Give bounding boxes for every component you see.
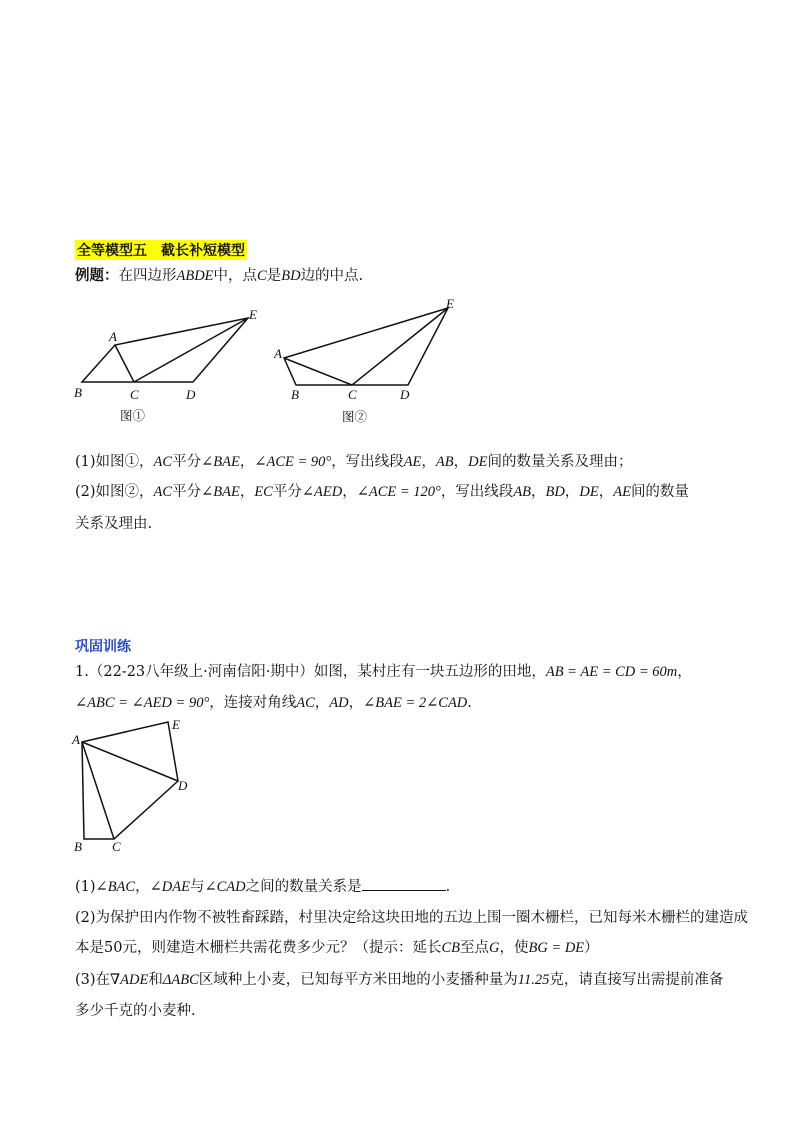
subquestion-2-line-2 — [75, 938, 599, 958]
math-expr: ∠BAE — [201, 484, 240, 500]
q-text: ， — [453, 454, 469, 470]
pentagon-label-e: E — [172, 717, 180, 732]
math-expr: AB = AE = CD = 60m — [545, 664, 678, 680]
fig2-label-b: B — [291, 387, 299, 402]
subquestion-2-line-1: (2)为保护田内作物不被牲畜踩踏，村里决定给这块田地的五边上围一圈木栅栏，已知每米木栅栏的建造成 — [75, 910, 749, 926]
math-expr: DE — [468, 454, 488, 470]
p-text: (3)在 — [75, 972, 111, 988]
math-expr: ∠BAE — [201, 454, 240, 470]
fig2-label-c: C — [348, 387, 357, 402]
math-expr: AD — [329, 695, 349, 711]
q-text: 间的数量关系及理由； — [487, 454, 633, 470]
question-2 — [75, 482, 689, 502]
pentagon-label-b: B — [74, 839, 82, 854]
p-text: . — [467, 695, 472, 711]
example-statement — [75, 266, 363, 286]
math-expr: AC — [296, 695, 315, 711]
p-text: ， — [348, 695, 364, 711]
segment-name: BD — [281, 268, 301, 284]
q-text: 间的数量 — [630, 484, 689, 500]
q-text: ， — [342, 484, 357, 500]
math-expr: BD — [545, 484, 565, 500]
q-text: ， — [239, 484, 255, 500]
q-text: 平分 — [272, 484, 302, 500]
figure-1 — [70, 305, 270, 435]
pentagon-label-a: A — [72, 732, 80, 747]
p-text: 克，请直接写出需提前准备 — [549, 972, 724, 988]
q-text: (2)如图②， — [75, 484, 154, 500]
problem-1-line-1 — [75, 662, 692, 682]
q-text: (1)如图①， — [75, 454, 154, 470]
p-text: ， — [314, 695, 330, 711]
math-expr: AE — [403, 454, 422, 470]
fig1-outline — [82, 318, 248, 382]
q-text: 平分 — [172, 484, 202, 500]
math-expr: ΔABC — [162, 972, 199, 988]
fig2-label-e: E — [446, 296, 454, 311]
math-expr: ∠BAC — [95, 879, 136, 895]
math-expr: 11.25 — [517, 972, 550, 988]
math-expr: AC — [153, 484, 173, 500]
point-name: C — [257, 268, 267, 284]
fig2-label-d: D — [400, 387, 410, 402]
math-expr: ∠CAD — [204, 879, 246, 895]
problem-1-line-2 — [75, 693, 472, 713]
pentagon-label-c: C — [112, 839, 121, 854]
math-expr: G — [488, 940, 500, 956]
fig1-label-e: E — [249, 307, 257, 322]
p-text: 之间的数量关系是 — [245, 879, 362, 895]
math-expr: EC — [254, 484, 273, 500]
example-text: 是 — [266, 268, 282, 284]
figure-2 — [272, 296, 472, 430]
q-text: 平分 — [172, 454, 202, 470]
fig2-ce — [352, 308, 448, 385]
p-text: ， — [677, 664, 692, 680]
q-text: ， — [239, 454, 255, 470]
fig1-label-a: A — [109, 329, 117, 344]
fig1-ac — [115, 345, 134, 382]
fig1-label-b: B — [74, 385, 82, 400]
p-text: 区域种上小麦，已知每平方米田地的小麦播种量为 — [198, 972, 518, 988]
p-text: 本是50元，则建造木栅栏共需花费多少元？（提示：延长 — [75, 940, 442, 956]
subquestion-1 — [75, 876, 450, 897]
q-text: ， — [421, 454, 436, 470]
example-label: 例题： — [75, 268, 119, 284]
problem-number: 1. — [75, 664, 89, 680]
math-expr: ∠BAE = 2∠CAD — [363, 695, 468, 711]
fig1-label-c: C — [130, 387, 139, 402]
example-text: 在四边形 — [118, 268, 177, 284]
pentagon-outline — [82, 722, 178, 839]
question-1 — [75, 452, 632, 472]
fig1-label-d: D — [186, 387, 196, 402]
q-text: ， — [531, 484, 546, 500]
math-expr: ∠DAE — [149, 879, 190, 895]
math-expr: AE — [613, 484, 631, 500]
section-title: 全等模型五 截长补短模型 — [75, 240, 247, 260]
fig1-ce — [134, 318, 248, 382]
practice-title: 巩固训练 — [75, 639, 131, 655]
quad-name: ABDE — [176, 268, 214, 284]
math-expr: ∠AED — [301, 484, 343, 500]
fig2-label-a: A — [274, 346, 282, 361]
q-text: ， — [598, 484, 614, 500]
q-text: ， — [564, 484, 580, 500]
math-expr: AB — [435, 454, 454, 470]
question-2-cont: 关系及理由. — [75, 516, 153, 532]
q-text: ，写出线段 — [440, 484, 514, 500]
p-text: . — [445, 879, 451, 895]
pentagon-ad — [82, 742, 178, 781]
p-text: ） — [584, 940, 599, 956]
math-expr: ∠ACE = 90° — [254, 454, 332, 470]
pentagon-label-d: D — [178, 778, 188, 793]
subquestion-3-line-2: 多少千克的小麦种. — [75, 1003, 196, 1019]
subquestion-3-line-1 — [75, 970, 723, 990]
math-expr: DE — [579, 484, 599, 500]
p-text: ，使 — [499, 940, 529, 956]
example-text: 中，点 — [213, 268, 258, 284]
math-expr: AB — [513, 484, 532, 500]
p-text: ，连接对角线 — [209, 695, 297, 711]
math-expr: ∠ACE = 120° — [356, 484, 441, 500]
math-expr: ∠ABC = ∠AED = 90° — [75, 695, 210, 711]
pentagon-ac — [82, 742, 114, 839]
math-expr: CB — [441, 940, 460, 956]
math-expr: BG = DE — [528, 940, 585, 956]
math-expr: AC — [153, 454, 173, 470]
p-text: ， — [135, 879, 150, 895]
p-text: 如图，某村庄有一块五边形的田地， — [313, 664, 546, 680]
fig2-caption: 图② — [342, 410, 368, 424]
fig1-caption: 图① — [120, 409, 146, 423]
p-text: 和 — [148, 972, 163, 988]
q-text: ，写出线段 — [331, 454, 404, 470]
p-text: 与 — [189, 879, 205, 895]
answer-blank — [362, 876, 446, 891]
p-text: 至点 — [459, 940, 489, 956]
pentagon-figure — [70, 715, 210, 855]
problem-source: （22-23八年级上·河南信阳·期中） — [88, 664, 314, 680]
p-text: (1) — [75, 879, 96, 895]
math-expr: ∇ADE — [110, 972, 149, 988]
example-text: 边的中点. — [300, 268, 364, 284]
